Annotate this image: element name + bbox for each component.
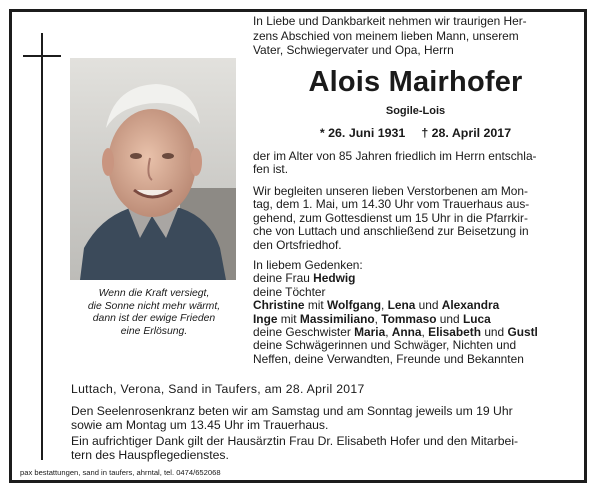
rosary-line: sowie am Montag um 13.45 Uhr im Trauerhaus. [71, 418, 329, 433]
death-date: † 28. April 2017 [421, 126, 512, 140]
age-line: der im Alter von 85 Jahren friedlich im Herrn entschla- [253, 149, 537, 163]
thanks-line: Ein aufrichtiger Dank gilt der Hausärztin Frau Dr. Elisabeth Hofer und den Mitarbei- [71, 434, 519, 448]
name: Inge [253, 311, 278, 326]
poem-line: dann ist der ewige Frieden [92, 313, 216, 325]
poem-line: die Sonne nicht mehr wärmt, [87, 300, 221, 312]
birth-date: * 26. Juni 1931 [319, 126, 406, 140]
poem-line: Wenn die Kraft versiegt, [98, 288, 210, 299]
nickname: Sogile-Lois [385, 105, 446, 117]
name: Maria [354, 325, 386, 340]
cross-icon [41, 33, 43, 460]
place-date: Luttach, Verona, Sand in Taufers, am 28. April 2017 [71, 382, 365, 396]
mourner-daughter-1 [253, 299, 581, 312]
intro-line: In Liebe und Dankbarkeit nehmen wir traurigen Her- [253, 14, 527, 28]
funeral-line: gehend, zum Gottesdienst um 15 Uhr in die Pfarrkir- [253, 210, 528, 225]
funeral-line: Wir begleiten unseren lieben Verstorbenen am Mon- [253, 184, 528, 198]
life-dates [253, 126, 578, 141]
mourner-others: Neffen, deine Verwandten, Freunde und Bekannten [253, 351, 524, 366]
intro-text [253, 14, 578, 58]
text: , [380, 298, 388, 313]
name: Gustl [507, 325, 538, 340]
name: Wolfgang [327, 298, 381, 313]
name: Massimiliano [299, 311, 375, 326]
text: , [385, 325, 392, 340]
intro-line: zens Abschied von meinem lieben Mann, unserem [253, 28, 519, 43]
intro-line: Vater, Schwiegervater und Opa, Herrn [253, 43, 454, 58]
text: , [421, 325, 429, 340]
text: und [481, 325, 508, 340]
mourners-list [253, 259, 581, 366]
funeral-line: den Ortsfriedhof. [253, 237, 342, 252]
rosary-text [71, 404, 571, 432]
age-text [253, 150, 581, 177]
mourner-in-laws: deine Schwägerinnen und Schwäger, Nichten und [253, 338, 517, 353]
name: Elisabeth [428, 325, 482, 340]
deceased-name: Alois Mairhofer [308, 66, 523, 98]
mourner-daughters: deine Töchter [253, 284, 326, 299]
name: Tommaso [381, 311, 437, 326]
name: Luca [462, 311, 491, 326]
text: deine Frau [253, 271, 314, 286]
name: Lena [387, 298, 416, 313]
imprint: pax bestattungen, sand in taufers, ahrntal, tel. 0474/652068 [20, 468, 221, 477]
name: Alexandra [441, 298, 500, 313]
cross-icon-bar [23, 55, 61, 57]
mourners-heading: In liebem Gedenken: [253, 258, 363, 272]
funeral-line: che von Luttach und anschließend zur Beisetzung in [253, 224, 529, 239]
age-line: fen ist. [253, 162, 289, 177]
mourner-daughter-2 [253, 313, 581, 326]
text: mit [304, 298, 328, 313]
portrait-photo [70, 58, 236, 280]
poem-line: eine Erlösung. [120, 325, 188, 337]
rosary-line: Den Seelenrosenkranz beten wir am Samstag und am Sonntag jeweils um 19 Uhr [71, 404, 513, 418]
name: Hedwig [313, 271, 356, 286]
thanks-text [71, 434, 571, 462]
mourner-wife [253, 272, 581, 285]
name: Christine [253, 298, 305, 313]
text: deine Geschwister [253, 325, 355, 340]
text: , [374, 311, 382, 326]
funeral-line: tag, dem 1. Mai, um 14.30 Uhr vom Trauerhaus aus- [253, 197, 530, 212]
name: Anna [391, 325, 422, 340]
text: mit [277, 311, 300, 326]
text: und [436, 311, 463, 326]
funeral-text [253, 185, 581, 252]
mourner-siblings [253, 326, 581, 339]
thanks-line: tern des Hauspflegedienstes. [71, 448, 229, 463]
text: und [415, 298, 442, 313]
poem [66, 288, 242, 338]
